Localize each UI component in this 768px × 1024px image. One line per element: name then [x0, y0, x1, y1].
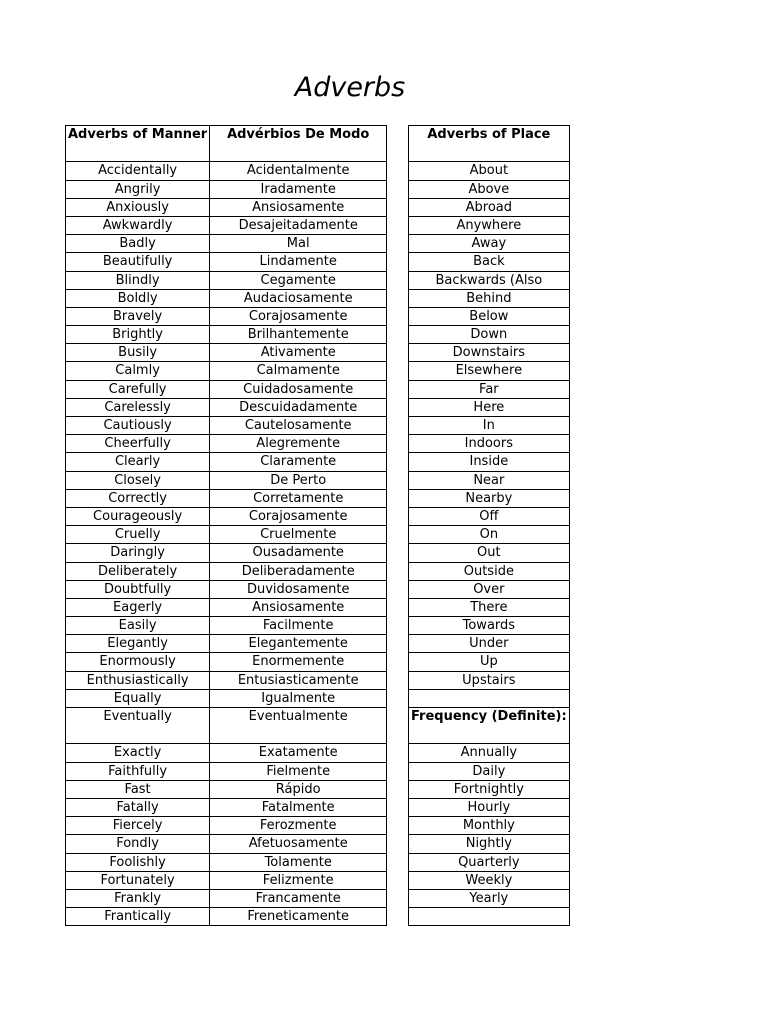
adverb-pt-cell: Ousadamente: [210, 544, 387, 562]
table-row: [409, 271, 570, 289]
table-row: [66, 871, 387, 889]
table-row: [409, 598, 570, 616]
table-row: [66, 598, 387, 616]
adverb-en-cell: Cheerfully: [66, 435, 210, 453]
adverb-pt-cell: Facilmente: [210, 617, 387, 635]
adverb-en-cell: Fatally: [66, 798, 210, 816]
adverb-place-cell: Near: [409, 471, 570, 489]
adverb-pt-cell: Francamente: [210, 889, 387, 907]
table-row: [409, 762, 570, 780]
table-row: [409, 908, 570, 926]
table-row: [66, 380, 387, 398]
adverb-pt-cell: Eventualmente: [210, 708, 387, 744]
adverb-place-cell: Inside: [409, 453, 570, 471]
table-row: [66, 398, 387, 416]
adverb-place-cell: Out: [409, 544, 570, 562]
table-row: [409, 216, 570, 234]
adverb-en-cell: Cruelly: [66, 526, 210, 544]
adverb-pt-cell: Ativamente: [210, 344, 387, 362]
adverb-en-cell: Fiercely: [66, 817, 210, 835]
adverb-place-cell: Abroad: [409, 198, 570, 216]
adverb-place-cell: Under: [409, 635, 570, 653]
adverb-en-cell: Fortunately: [66, 871, 210, 889]
table-row: [66, 708, 387, 744]
table-row: [66, 180, 387, 198]
adverb-place-cell: On: [409, 526, 570, 544]
adverb-place-cell: [409, 689, 570, 707]
adverb-pt-cell: Tolamente: [210, 853, 387, 871]
adverb-en-cell: Carefully: [66, 380, 210, 398]
adverb-en-cell: Awkwardly: [66, 216, 210, 234]
adverb-en-cell: Badly: [66, 235, 210, 253]
table-row: [66, 780, 387, 798]
adverb-en-cell: Anxiously: [66, 198, 210, 216]
adverb-place-cell: Indoors: [409, 435, 570, 453]
table-row: [66, 580, 387, 598]
table-row: [66, 762, 387, 780]
adverb-pt-cell: Elegantemente: [210, 635, 387, 653]
table-row: [409, 780, 570, 798]
adverb-en-cell: Frantically: [66, 908, 210, 926]
table-row: [409, 471, 570, 489]
table-row: [66, 853, 387, 871]
adverb-place-cell: Monthly: [409, 817, 570, 835]
adverb-en-cell: Foolishly: [66, 853, 210, 871]
adverb-place-cell: Back: [409, 253, 570, 271]
header-adverbs-of-manner: Adverbs of Manner: [66, 126, 210, 162]
adverb-en-cell: Correctly: [66, 489, 210, 507]
table-row: [409, 180, 570, 198]
adverb-pt-cell: Descuidadamente: [210, 398, 387, 416]
adverb-place-cell: Upstairs: [409, 671, 570, 689]
adverb-pt-cell: De Perto: [210, 471, 387, 489]
adverb-en-cell: Beautifully: [66, 253, 210, 271]
table-row: [66, 235, 387, 253]
adverb-pt-cell: Ferozmente: [210, 817, 387, 835]
table-row: [66, 617, 387, 635]
adverb-pt-cell: Enormemente: [210, 653, 387, 671]
table-row: [66, 417, 387, 435]
adverb-en-cell: Angrily: [66, 180, 210, 198]
table-row: [66, 307, 387, 325]
adverb-pt-cell: Cegamente: [210, 271, 387, 289]
adverb-en-cell: Clearly: [66, 453, 210, 471]
table-row: [409, 489, 570, 507]
adverb-place-cell: Over: [409, 580, 570, 598]
table-row: [66, 671, 387, 689]
adverb-en-cell: Eagerly: [66, 598, 210, 616]
adverb-place-cell: Hourly: [409, 798, 570, 816]
adverb-en-cell: Blindly: [66, 271, 210, 289]
table-row: [66, 435, 387, 453]
adverb-place-cell: Up: [409, 653, 570, 671]
table-row: [409, 380, 570, 398]
table-row: [66, 835, 387, 853]
table-row: [66, 489, 387, 507]
adverb-en-cell: Fondly: [66, 835, 210, 853]
adverb-en-cell: Exactly: [66, 744, 210, 762]
adverb-pt-cell: Felizmente: [210, 871, 387, 889]
adverb-place-cell: Off: [409, 507, 570, 525]
adverb-pt-cell: Iradamente: [210, 180, 387, 198]
adverb-en-cell: Doubtfully: [66, 580, 210, 598]
table-row: [409, 744, 570, 762]
table-row: [409, 817, 570, 835]
adverb-place-cell: [409, 908, 570, 926]
adverb-place-cell: Nearby: [409, 489, 570, 507]
table-row: [66, 271, 387, 289]
adverb-place-cell: In: [409, 417, 570, 435]
adverb-en-cell: Accidentally: [66, 162, 210, 180]
table-row: [66, 798, 387, 816]
adverb-pt-cell: Afetuosamente: [210, 835, 387, 853]
adverb-en-cell: Elegantly: [66, 635, 210, 653]
table-row: [66, 289, 387, 307]
adverb-en-cell: Enormously: [66, 653, 210, 671]
table-row: [409, 835, 570, 853]
adverb-place-cell: About: [409, 162, 570, 180]
adverb-place-cell: Fortnightly: [409, 780, 570, 798]
adverb-pt-cell: Claramente: [210, 453, 387, 471]
table-row: [409, 307, 570, 325]
adverb-pt-cell: Corajosamente: [210, 307, 387, 325]
adverb-en-cell: Deliberately: [66, 562, 210, 580]
adverb-pt-cell: Ansiosamente: [210, 598, 387, 616]
adverb-pt-cell: Acidentalmente: [210, 162, 387, 180]
table-row: [66, 744, 387, 762]
adverb-en-cell: Equally: [66, 689, 210, 707]
adverb-place-cell: Backwards (Also: [409, 271, 570, 289]
table-row: [409, 344, 570, 362]
adverb-pt-cell: Igualmente: [210, 689, 387, 707]
manner-table: [65, 125, 387, 926]
table-row: [66, 216, 387, 234]
table-row: [409, 526, 570, 544]
table-row: [409, 253, 570, 271]
adverb-en-cell: Bravely: [66, 307, 210, 325]
page-title-text: Adverbs: [294, 72, 406, 103]
adverb-en-cell: Enthusiastically: [66, 671, 210, 689]
adverb-en-cell: Easily: [66, 617, 210, 635]
adverb-pt-cell: Corretamente: [210, 489, 387, 507]
adverb-pt-cell: Exatamente: [210, 744, 387, 762]
table-row: [409, 417, 570, 435]
adverb-en-cell: Courageously: [66, 507, 210, 525]
adverb-en-cell: Carelessly: [66, 398, 210, 416]
adverb-en-cell: Daringly: [66, 544, 210, 562]
adverb-pt-cell: Cautelosamente: [210, 417, 387, 435]
adverb-pt-cell: Desajeitadamente: [210, 216, 387, 234]
adverb-place-cell: Here: [409, 398, 570, 416]
adverb-pt-cell: Cuidadosamente: [210, 380, 387, 398]
adverb-pt-cell: Alegremente: [210, 435, 387, 453]
table-row: [409, 162, 570, 180]
table-row: [66, 344, 387, 362]
adverb-pt-cell: Deliberadamente: [210, 562, 387, 580]
adverb-pt-cell: Brilhantemente: [210, 326, 387, 344]
adverb-place-cell: Down: [409, 326, 570, 344]
adverb-pt-cell: Entusiasticamente: [210, 671, 387, 689]
adverb-place-cell: Above: [409, 180, 570, 198]
page-title: [0, 68, 700, 108]
adverb-pt-cell: Calmamente: [210, 362, 387, 380]
table-row: [66, 362, 387, 380]
table-row: [66, 162, 387, 180]
adverb-place-cell: Outside: [409, 562, 570, 580]
table-row: [409, 326, 570, 344]
table-row: [66, 453, 387, 471]
header-adverbs-of-place: Adverbs of Place: [409, 126, 570, 162]
table-row: [409, 798, 570, 816]
table-row: [409, 889, 570, 907]
table-row: [409, 689, 570, 707]
adverb-place-cell: Annually: [409, 744, 570, 762]
header-adverbios-de-modo: Advérbios De Modo: [210, 126, 387, 162]
table-row: [409, 198, 570, 216]
adverb-place-cell: Nightly: [409, 835, 570, 853]
table-row: [409, 871, 570, 889]
table-row: [409, 362, 570, 380]
adverb-pt-cell: Freneticamente: [210, 908, 387, 926]
table-row: [409, 653, 570, 671]
adverb-en-cell: Boldly: [66, 289, 210, 307]
table-row: [409, 289, 570, 307]
table-row: [66, 507, 387, 525]
table-row: [409, 562, 570, 580]
adverb-en-cell: Calmly: [66, 362, 210, 380]
place-table: [408, 125, 570, 926]
table-row: [66, 326, 387, 344]
place-table-header-row: [409, 126, 570, 162]
adverb-place-cell: Away: [409, 235, 570, 253]
adverb-place-cell: Weekly: [409, 871, 570, 889]
adverb-en-cell: Faithfully: [66, 762, 210, 780]
adverb-pt-cell: Ansiosamente: [210, 198, 387, 216]
table-row: [66, 198, 387, 216]
table-row: [409, 544, 570, 562]
adverb-en-cell: Eventually: [66, 708, 210, 744]
table-row: [66, 908, 387, 926]
table-row: [409, 853, 570, 871]
adverb-pt-cell: Fielmente: [210, 762, 387, 780]
table-row: [66, 635, 387, 653]
table-row: [409, 671, 570, 689]
table-row: [409, 580, 570, 598]
adverb-place-cell: Behind: [409, 289, 570, 307]
adverb-pt-cell: Corajosamente: [210, 507, 387, 525]
adverb-place-cell: Quarterly: [409, 853, 570, 871]
table-row: [66, 562, 387, 580]
adverb-en-cell: Cautiously: [66, 417, 210, 435]
adverb-place-cell: Below: [409, 307, 570, 325]
adverb-place-cell: Downstairs: [409, 344, 570, 362]
adverb-pt-cell: Lindamente: [210, 253, 387, 271]
table-row: [409, 435, 570, 453]
table-row: [66, 653, 387, 671]
adverb-en-cell: Fast: [66, 780, 210, 798]
table-row: [66, 471, 387, 489]
adverb-en-cell: Busily: [66, 344, 210, 362]
table-row: [409, 398, 570, 416]
adverb-place-cell: Towards: [409, 617, 570, 635]
table-row: [66, 817, 387, 835]
adverb-place-cell: Anywhere: [409, 216, 570, 234]
table-row: [409, 635, 570, 653]
adverb-en-cell: Frankly: [66, 889, 210, 907]
manner-table-header-row: [66, 126, 387, 162]
table-row: [66, 544, 387, 562]
table-row: [409, 507, 570, 525]
adverb-pt-cell: Rápido: [210, 780, 387, 798]
adverb-pt-cell: Fatalmente: [210, 798, 387, 816]
table-row: [409, 235, 570, 253]
adverb-en-cell: Closely: [66, 471, 210, 489]
adverb-pt-cell: Mal: [210, 235, 387, 253]
adverb-place-cell: Far: [409, 380, 570, 398]
adverb-pt-cell: Cruelmente: [210, 526, 387, 544]
table-row: [409, 708, 570, 744]
table-row: [66, 253, 387, 271]
adverb-place-cell: Elsewhere: [409, 362, 570, 380]
table-row: [409, 617, 570, 635]
adverb-en-cell: Brightly: [66, 326, 210, 344]
adverb-place-cell: Daily: [409, 762, 570, 780]
adverb-place-cell: Yearly: [409, 889, 570, 907]
table-row: [66, 526, 387, 544]
adverb-pt-cell: Duvidosamente: [210, 580, 387, 598]
table-row: [66, 689, 387, 707]
adverb-place-cell: There: [409, 598, 570, 616]
table-row: [409, 453, 570, 471]
adverb-pt-cell: Audaciosamente: [210, 289, 387, 307]
table-row: [66, 889, 387, 907]
frequency-definite-heading: Frequency (Definite):: [409, 708, 570, 744]
